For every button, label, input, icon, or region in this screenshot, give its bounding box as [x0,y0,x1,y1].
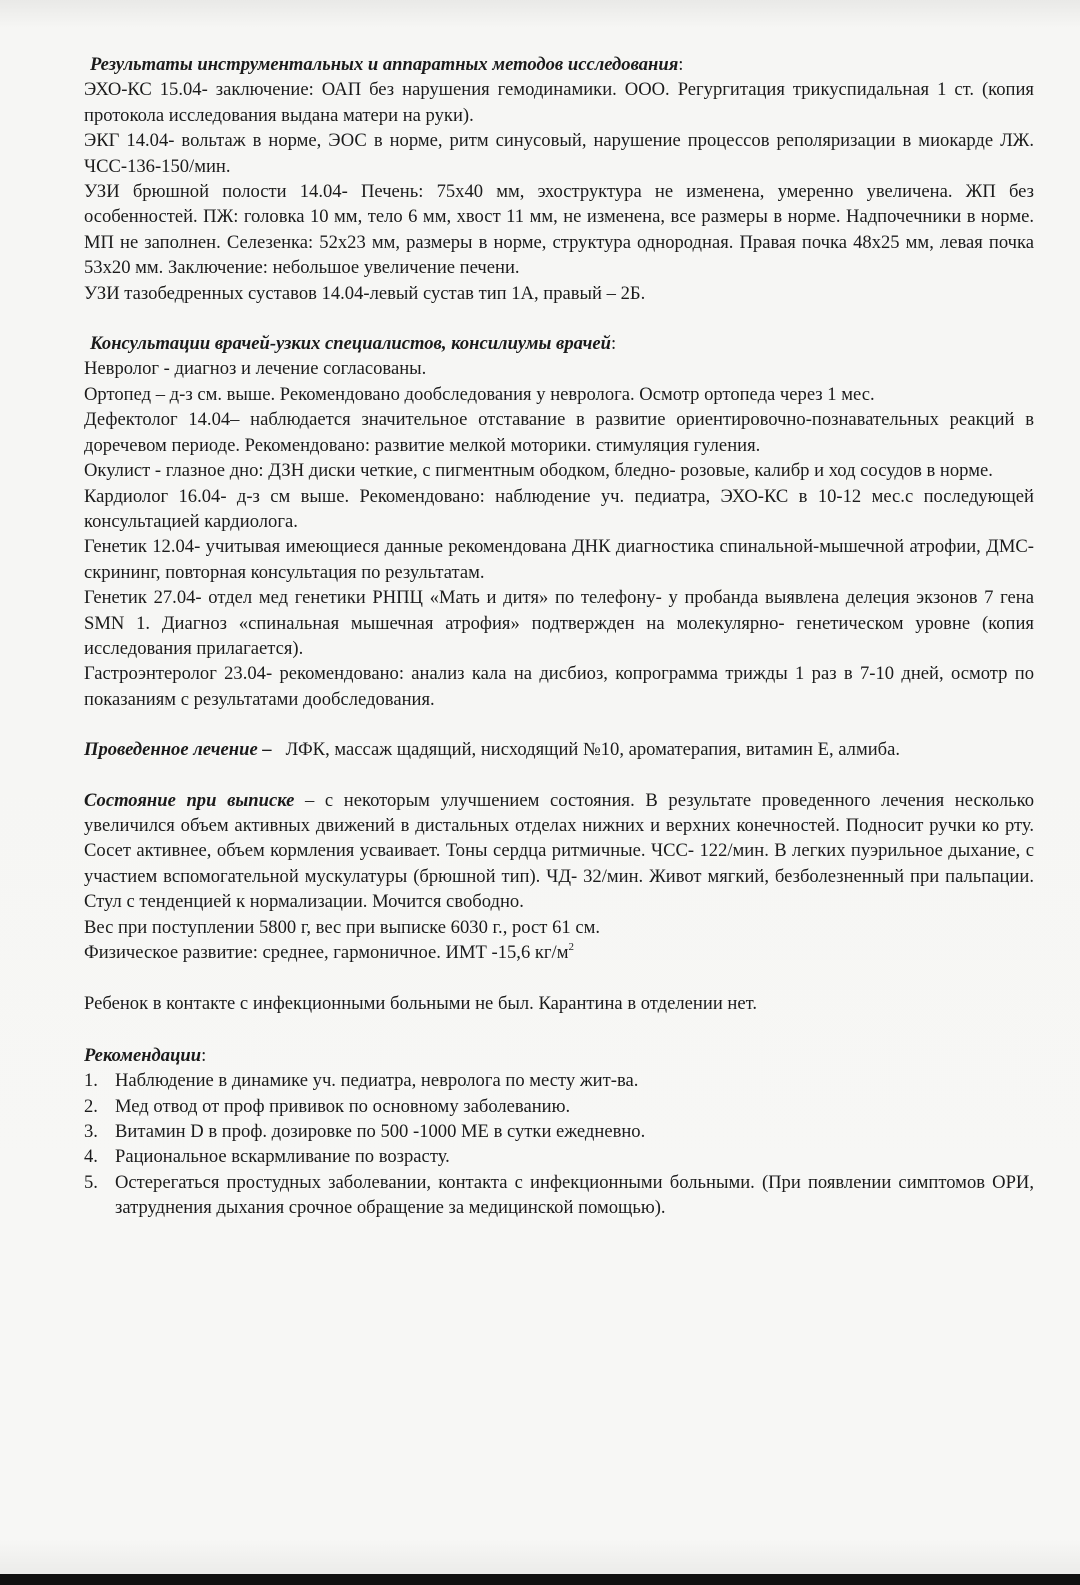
ecg-result: ЭКГ 14.04- вольтаж в норме, ЭОС в норме, ритм синусовый, нарушение процессов реполяризации в миокарде ЛЖ. ЧСС-136-150/мин. [84,130,1034,177]
consultation-neurologist: Невролог - диагноз и лечение согласованы. [84,358,427,380]
discharge-heading: Состояние при выписке [84,789,295,811]
consultations-heading: Консультации врачей-узких специалистов, консилиумы врачей [90,333,612,355]
list-item [84,1068,1034,1093]
document-body [84,52,1034,1221]
consultation-cardiologist: Кардиолог 16.04- д-з см выше. Рекомендовано: наблюдение уч. педиатра, ЭХО-КС в 10-12 мес.с последующей консультацией кардиолога. [84,485,1034,532]
consultations-section [84,331,1034,712]
development-text: Физическое развитие: среднее, гармоничное. ИМТ -15,6 кг/м [84,942,569,963]
consultation-gastroenterologist: Гастроэнтеролог 23.04- рекомендовано: анализ кала на дисбиоз, копрограмма трижды 1 раз в 7-10 дней, осмотр по показаниям с результатами дообследования. [84,663,1034,710]
recommendations-section [84,1043,1034,1221]
list-number: 2. [84,1095,98,1117]
contact-note: Ребенок в контакте с инфекционными больными не был. Карантина в отделении нет. [84,993,758,1015]
recommendations-heading: Рекомендации [84,1044,202,1066]
list-number: 5. [84,1171,98,1193]
treatment-text: ЛФК, массаж щадящий, нисходящий №10, ароматерапия, витамин Е, алмиба. [285,739,901,761]
heading-colon: : [611,333,617,355]
consultation-geneticist-1: Генетик 12.04- учитывая имеющиеся данные рекомендована ДНК диагностика спинальной-мышечной атрофии, ДМС- скрининг, повторная консультация по результатам. [84,536,1034,583]
echo-result: ЭХО-КС 15.04- заключение: ОАП без нарушения гемодинамики. ООО. Регургитация трикуспидальная 1 ст. (копия протокола исследования выдана матери на руки). [84,79,1034,126]
consultation-defectologist: Дефектолог 14.04– наблюдается значительное отставание в развитие ориентировочно-познавательных реакций в доречевом периоде. Рекомендовано: развитие мелкой моторики. стимуляция гуления. [84,409,1034,456]
treatment-heading: Проведенное лечение – [84,739,272,761]
scan-bottom-edge [0,1574,1080,1585]
heading-colon: : [678,54,684,75]
development-sup: 2 [568,940,574,953]
consultations-heading-line [84,331,1034,356]
development-line [84,940,1034,965]
list-item [84,1094,1034,1119]
discharge-section [84,788,1034,966]
consultation-orthopedist: Ортопед – д-з см. выше. Рекомендовано дообследования у невролога. Осмотр ортопеда через 1 мес. [84,383,875,405]
instrumental-heading: Результаты инструментальных и аппаратных методов исследования [90,54,679,75]
list-item [84,1144,1034,1169]
list-number: 4. [84,1146,98,1168]
list-item-text: Остерегаться простудных заболевании, контакта с инфекционными больными. (При появлении симптомов ОРИ, затруднения дыхания срочное обращение за медицинской помощью). [115,1171,1034,1219]
abdominal-ultrasound-result: УЗИ брюшной полости 14.04- Печень: 75х40 мм, эхоструктура не изменена, умеренно увеличена. ЖП без особенностей. ПЖ: головка 10 мм, тело 6 мм, хвост 11 мм, не изменена, все размеры в норме. Надпочечники в норме. МП не заполнен. Селезенка: 52х23 мм, размеры в норме, структура однородная. Правая почка 48х25 мм, левая почка 53х20 мм. Заключение: небольшое увеличение печени. [84,181,1034,279]
instrumental-heading-line [84,52,1034,77]
list-number: 3. [84,1121,98,1143]
consultation-geneticist-2: Генетик 27.04- отдел мед генетики РНПЦ «Мать и дитя» по телефону- у пробанда выявлена делеция экзонов 7 гена SMN 1. Диагноз «спинальная мышечная атрофия» подтвержден на молекулярно- генетическом уровне (копия исследования прилагается). [84,587,1034,659]
heading-colon: : [201,1044,207,1066]
list-item [84,1170,1034,1221]
treatment-section [84,737,1034,762]
list-item-text: Мед отвод от проф прививок по основному заболеванию. [115,1095,571,1117]
discharge-text: – с некоторым улучшением состояния. В результате проведенного лечения несколько увеличился объем активных движений в дистальных отделах нижних и верхних конечностей. Подносит ручки ко рту. Сосет активнее, объем кормления усваивает. Тоны сердца ритмичные. ЧСС- 122/мин. В легких пуэрильное дыхание, с участием вспомогательной мускулатуры (брюшной тип). ЧД- 32/мин. Живот мягкий, безболезненный при пальпации. Стул с тенденцией к нормализации. Мочится свободно. [84,789,1034,913]
weight-line: Вес при поступлении 5800 г, вес при выписке 6030 г., рост 61 см. [84,916,600,938]
list-item-text: Рациональное вскармливание по возрасту. [115,1146,450,1168]
treatment-paragraph [84,737,1034,762]
list-item-text: Витамин D в проф. дозировке по 500 -1000 МЕ в сутки ежедневно. [115,1121,646,1143]
consultation-ophthalmologist: Окулист - глазное дно: ДЗН диски четкие, с пигментным ободком, бледно- розовые, калибр и ход сосудов в норме. [84,460,993,482]
list-item-text: Наблюдение в динамике уч. педиатра, невролога по месту жит-ва. [115,1070,639,1092]
recommendations-list [84,1068,1034,1220]
hip-ultrasound-result: УЗИ тазобедренных суставов 14.04-левый сустав тип 1А, правый – 2Б. [84,282,646,304]
instrumental-section [84,52,1034,306]
list-number: 1. [84,1070,98,1092]
list-item [84,1119,1034,1144]
discharge-paragraph [84,788,1034,915]
recommendations-heading-line [84,1043,1034,1068]
